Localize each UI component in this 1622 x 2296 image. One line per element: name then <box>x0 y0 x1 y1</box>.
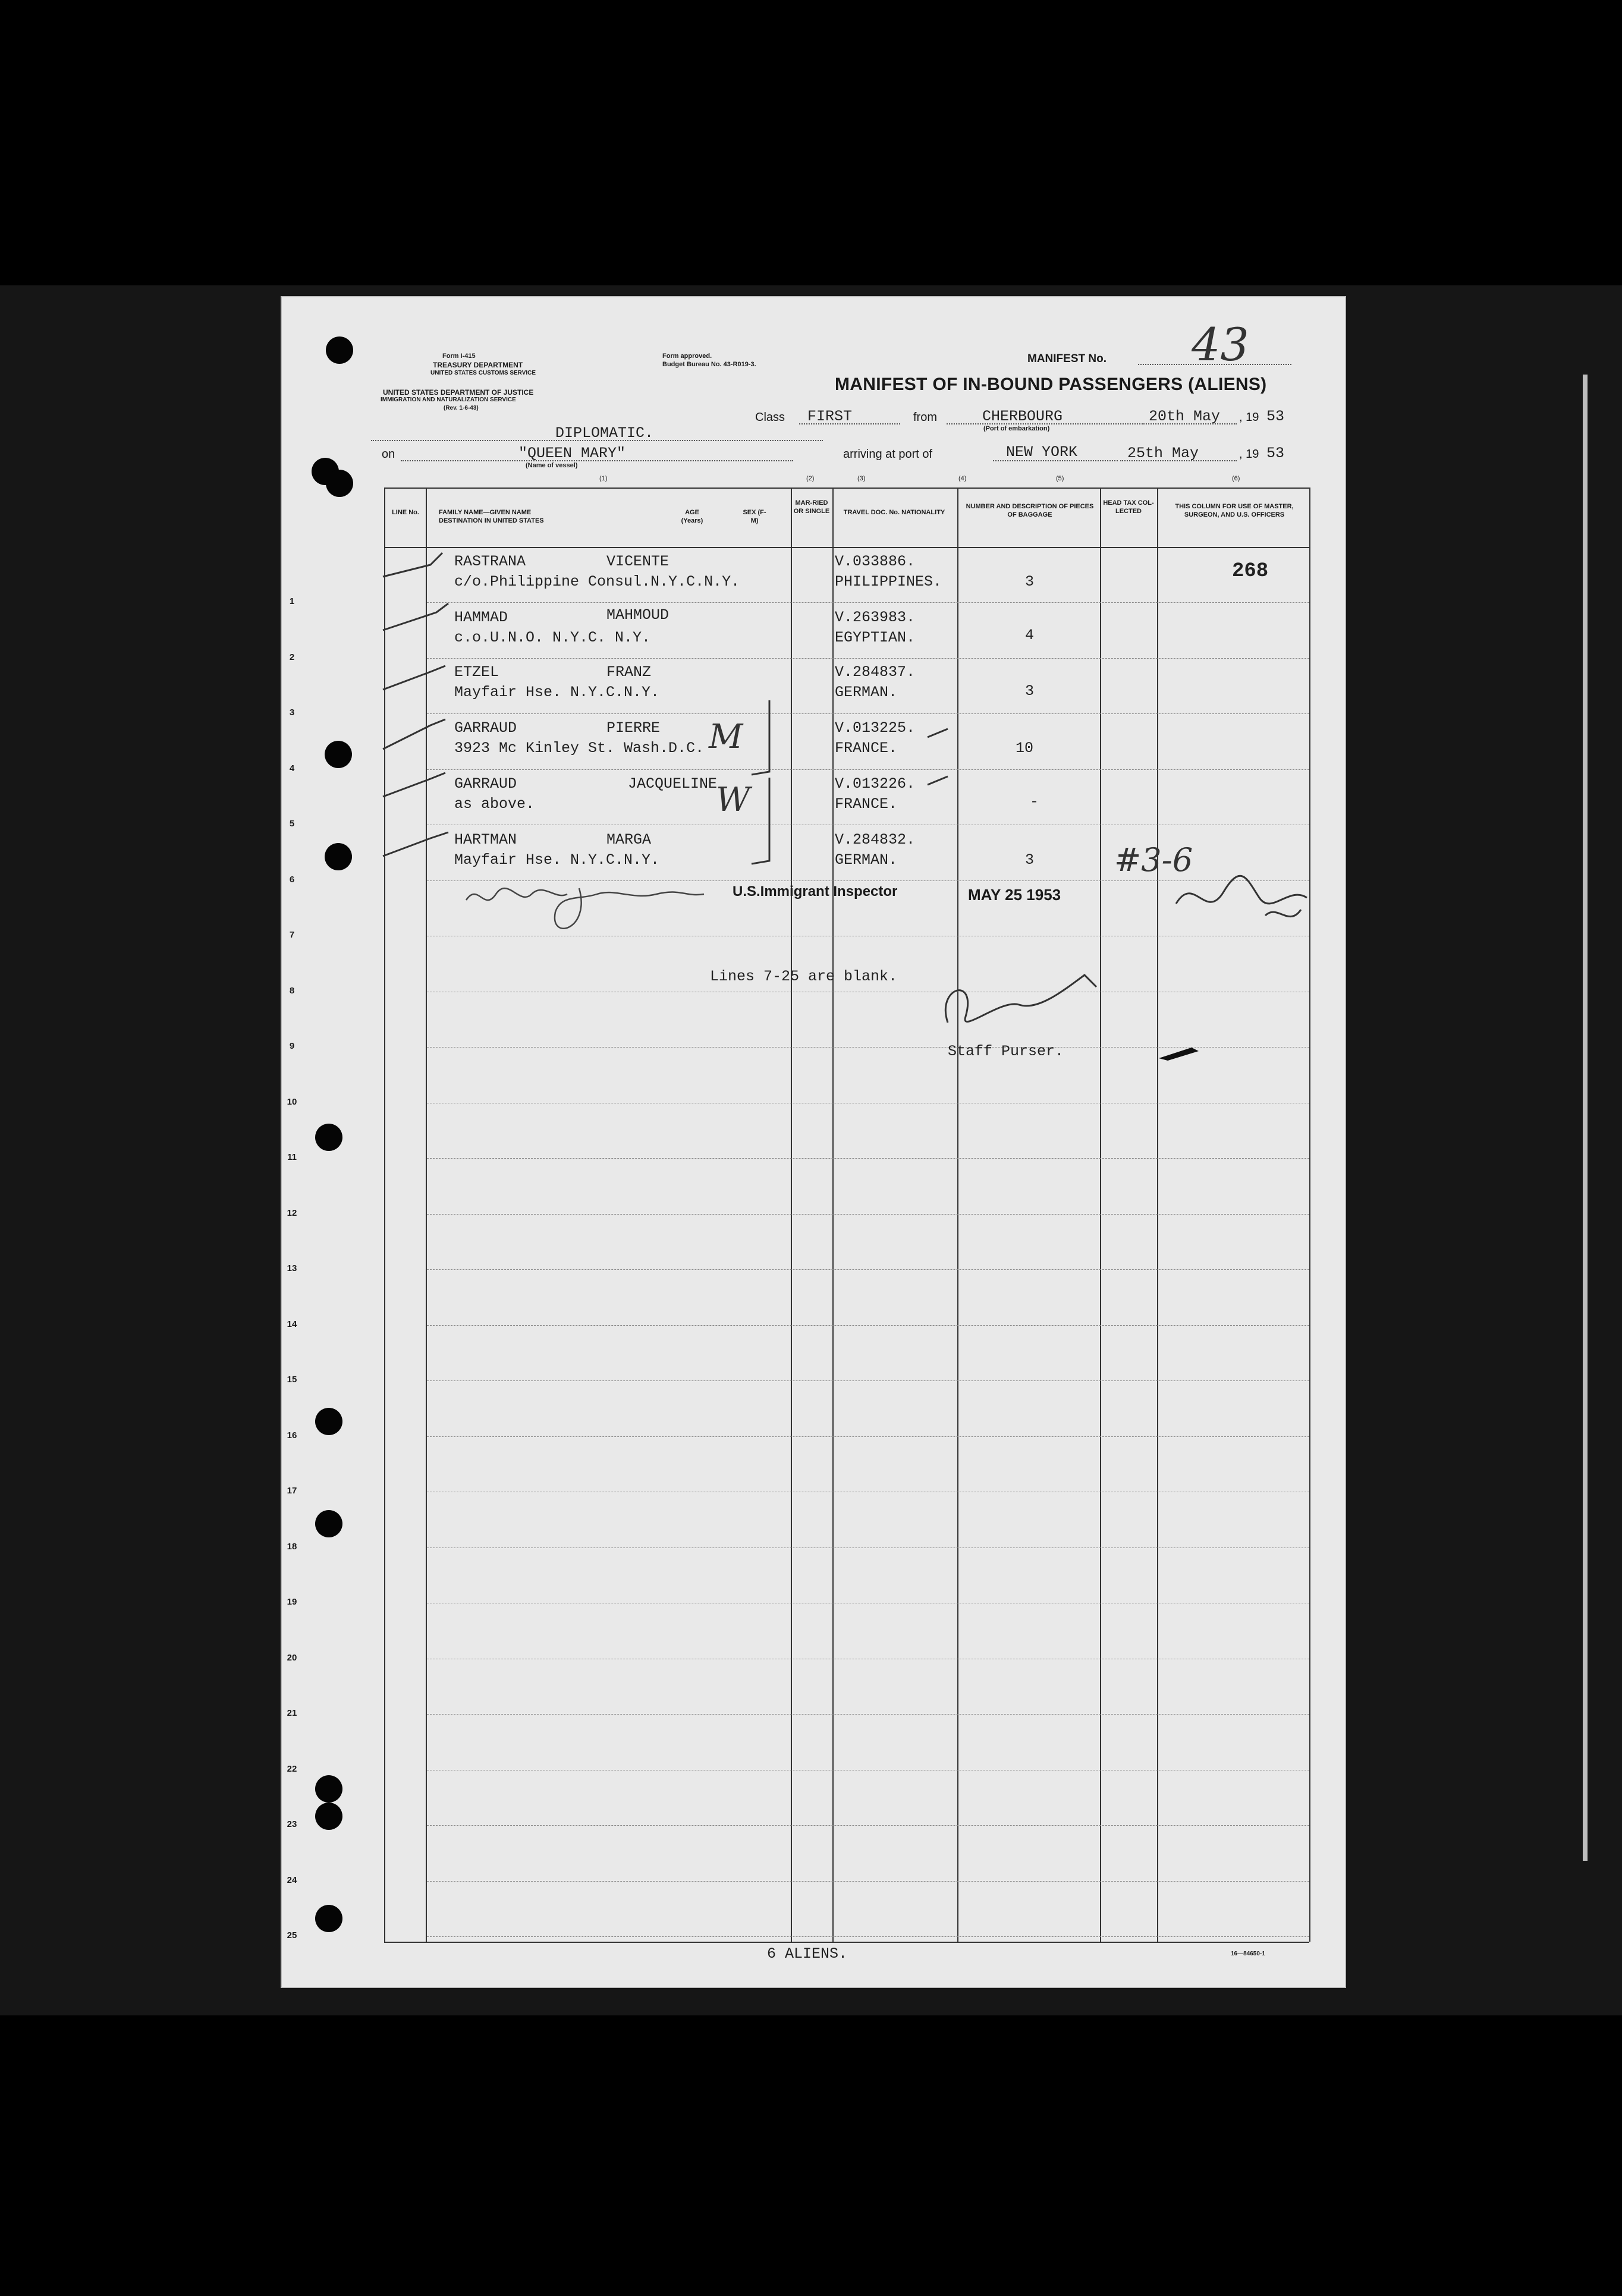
from-label: from <box>913 411 937 424</box>
row-line <box>427 1269 1309 1270</box>
manifest-label: MANIFEST No. <box>1027 353 1107 365</box>
line-number: 9 <box>289 1041 295 1051</box>
passenger-family-name: GARRAUD <box>454 719 517 737</box>
line-number: 2 <box>289 652 295 662</box>
binder-hole <box>325 741 352 768</box>
purser-signature <box>930 951 1108 1046</box>
departure-date-line <box>1142 423 1237 424</box>
passenger-given-name: PIERRE <box>606 719 661 737</box>
passenger-family-name: ETZEL <box>454 663 499 681</box>
line-number: 25 <box>287 1930 297 1940</box>
line-number: 1 <box>289 596 295 606</box>
row-line <box>427 1825 1309 1826</box>
row-line <box>427 1325 1309 1326</box>
inspector-signature <box>460 876 710 954</box>
form-approved: Form approved. <box>662 353 712 360</box>
row-line <box>427 602 1309 603</box>
row-line <box>427 769 1309 770</box>
col-num-5: (5) <box>1056 475 1064 482</box>
passenger-nationality: GERMAN. <box>835 684 898 701</box>
passenger-family-name: RASTRANA <box>454 553 526 570</box>
binder-hole <box>326 470 353 497</box>
passenger-travel-doc: V.263983. <box>835 609 916 626</box>
col-num-1: (1) <box>599 475 608 482</box>
line-number: 6 <box>289 875 295 885</box>
line-number: 15 <box>287 1375 297 1385</box>
binder-hole <box>315 1775 342 1803</box>
staff-purser-label: Staff Purser. <box>948 1043 1064 1060</box>
manifest-title: MANIFEST OF IN-BOUND PASSENGERS (ALIENS) <box>835 375 1267 394</box>
passenger-destination: c.o.U.N.O. N.Y.C. N.Y. <box>454 629 651 646</box>
row-line <box>427 1936 1309 1937</box>
manifest-number: 43 <box>1192 318 1249 371</box>
line-number: 7 <box>289 930 295 940</box>
class-label: Class <box>755 411 785 424</box>
check-mark <box>383 666 445 690</box>
headtax-col-divider <box>1157 487 1158 1942</box>
passenger-family-name: GARRAUD <box>454 775 517 792</box>
binder-hole <box>315 1803 342 1830</box>
header-baggage: NUMBER AND DESCRIPTION OF PIECES OF BAGGAGE <box>966 503 1094 518</box>
col-num-4: (4) <box>958 475 967 482</box>
row-line <box>427 713 1309 714</box>
header-head-tax: HEAD TAX COL-LECTED <box>1103 499 1154 515</box>
binder-hole <box>326 336 353 364</box>
line-number: 12 <box>287 1208 297 1218</box>
passenger-travel-doc: V.284832. <box>835 831 916 848</box>
arrival-year: 53 <box>1266 445 1285 462</box>
customs-service: UNITED STATES CUSTOMS SERVICE <box>430 370 536 376</box>
table-right-border <box>1309 487 1310 1942</box>
line-number: 5 <box>289 819 295 829</box>
doc-tick-marks <box>924 713 972 797</box>
arrival-date: 25th May <box>1127 445 1199 462</box>
line-number: 18 <box>287 1542 297 1552</box>
line-number: 24 <box>287 1875 297 1885</box>
header-age: AGE (Years) <box>681 509 703 524</box>
col-num-2: (2) <box>806 475 815 482</box>
budget-bureau: Budget Bureau No. 43-R019-3. <box>662 361 756 368</box>
line-number: 10 <box>287 1097 297 1107</box>
form-number: Form I-415 <box>442 353 476 360</box>
officer-number: 268 <box>1232 560 1269 583</box>
arrival-date-line <box>1120 460 1237 461</box>
passenger-nationality: FRANCE. <box>835 740 898 757</box>
vessel-caption: (Name of vessel) <box>526 462 578 469</box>
married-col-divider <box>832 487 834 1942</box>
passenger-given-name: MARGA <box>606 831 652 848</box>
binder-hole <box>315 1408 342 1435</box>
port-of-embarkation: CHERBOURG <box>982 408 1063 425</box>
passenger-baggage: 3 <box>1025 851 1035 869</box>
blank-lines-note: Lines 7-25 are blank. <box>710 968 898 985</box>
header-sex: SEX (F-M) <box>743 509 766 524</box>
passenger-travel-doc: V.284837. <box>835 663 916 681</box>
passenger-nationality: PHILIPPINES. <box>835 573 942 590</box>
table-top-border <box>384 487 1309 489</box>
line-number: 8 <box>289 986 295 996</box>
passenger-baggage: 4 <box>1025 627 1035 644</box>
header-officers: THIS COLUMN FOR USE OF MASTER, SURGEON, AND U.S. OFFICERS <box>1175 503 1294 518</box>
passenger-nationality: EGYPTIAN. <box>835 629 916 646</box>
married-brackets <box>746 694 793 873</box>
passenger-travel-doc: V.033886. <box>835 553 916 570</box>
category: DIPLOMATIC. <box>555 424 654 442</box>
check-mark <box>383 832 448 856</box>
binder-hole <box>315 1510 342 1537</box>
handwritten-reference: #3-6 <box>1114 841 1193 879</box>
passenger-baggage: 3 <box>1025 682 1035 700</box>
check-mark <box>383 773 445 797</box>
passenger-travel-doc: V.013225. <box>835 719 916 737</box>
col-num-6: (6) <box>1232 475 1240 482</box>
inspection-stamp-date: MAY 25 1953 <box>968 886 1061 904</box>
class-value: FIRST <box>807 408 853 425</box>
on-label: on <box>382 448 395 461</box>
binder-hole <box>315 1124 342 1151</box>
line-number: 4 <box>289 763 295 773</box>
line-number: 22 <box>287 1764 297 1774</box>
ink-smudge <box>1156 1040 1203 1064</box>
check-marks <box>371 547 537 892</box>
passenger-travel-doc: V.013226. <box>835 775 916 792</box>
inspector-label: U.S.Immigrant Inspector <box>733 883 898 899</box>
officer-signature <box>1170 862 1319 933</box>
revision-date: (Rev. 1-6-43) <box>444 405 479 411</box>
header-line-no: LINE No. <box>392 509 419 516</box>
line-number: 20 <box>287 1653 297 1663</box>
married-mark-m: M <box>709 718 743 756</box>
year-prefix-2: , 19 <box>1239 448 1259 461</box>
department-of-justice: UNITED STATES DEPARTMENT OF JUSTICE <box>383 388 534 397</box>
passenger-baggage: 10 <box>1016 740 1034 757</box>
row-line <box>427 658 1309 659</box>
passenger-nationality: FRANCE. <box>835 795 898 813</box>
line-number: 17 <box>287 1486 297 1496</box>
total-aliens: 6 ALIENS. <box>767 1945 848 1962</box>
header-name: FAMILY NAME—GIVEN NAME DESTINATION IN UNITED STATES <box>439 509 544 524</box>
passenger-nationality: GERMAN. <box>835 851 898 869</box>
footer-form-number: 16—84650-1 <box>1231 1951 1265 1957</box>
passenger-family-name: HARTMAN <box>454 831 517 848</box>
check-mark <box>383 719 445 749</box>
header-married: MAR-RIED OR SINGLE <box>793 499 830 515</box>
passenger-baggage: 3 <box>1025 573 1035 590</box>
ins-service: IMMIGRATION AND NATURALIZATION SERVICE <box>381 397 516 403</box>
passenger-given-name: VICENTE <box>606 553 669 570</box>
passenger-given-name: FRANZ <box>606 663 652 681</box>
passenger-destination: Mayfair Hse. N.Y.C.N.Y. <box>454 684 660 701</box>
col-num-3: (3) <box>857 475 866 482</box>
departure-year: 53 <box>1266 408 1285 425</box>
baggage-col-divider <box>1100 487 1101 1942</box>
manifest-page <box>282 297 1345 1987</box>
treasury-department: TREASURY DEPARTMENT <box>433 361 523 369</box>
passenger-destination: 3923 Mc Kinley St. Wash.D.C. <box>454 740 705 757</box>
row-line <box>427 1436 1309 1437</box>
line-number: 13 <box>287 1263 297 1273</box>
passenger-destination: c/o.Philippine Consul.N.Y.C.N.Y. <box>454 573 740 590</box>
arriving-label: arriving at port of <box>843 448 933 461</box>
line-number: 16 <box>287 1430 297 1440</box>
vessel-name: "QUEEN MARY" <box>518 445 626 462</box>
scan-edge <box>1583 375 1588 1861</box>
line-number: 21 <box>287 1708 297 1718</box>
row-line <box>427 1214 1309 1215</box>
passenger-destination: Mayfair Hse. N.Y.C.N.Y. <box>454 851 660 869</box>
line-number: 3 <box>289 707 295 718</box>
passenger-family-name: HAMMAD <box>454 609 508 626</box>
port-caption: (Port of embarkation) <box>983 425 1050 432</box>
married-mark-w: W <box>716 781 750 819</box>
line-number: 14 <box>287 1319 297 1329</box>
row-line <box>427 1881 1309 1882</box>
passenger-baggage: - <box>1030 793 1039 810</box>
departure-date: 20th May <box>1149 408 1221 425</box>
passenger-given-name: JACQUELINE <box>628 775 718 792</box>
binder-hole <box>325 843 352 870</box>
travel-col-divider <box>957 487 958 1942</box>
check-mark <box>383 603 448 630</box>
header-travel: TRAVEL DOC. No. NATIONALITY <box>843 509 945 516</box>
row-line <box>427 1158 1309 1159</box>
arrival-port: NEW YORK <box>1006 444 1078 461</box>
line-number: 23 <box>287 1819 297 1829</box>
check-mark <box>383 553 442 577</box>
passenger-given-name: MAHMOUD <box>606 606 669 624</box>
row-line <box>427 1714 1309 1715</box>
passenger-destination: as above. <box>454 795 535 813</box>
table-bottom-border <box>384 1942 1309 1943</box>
line-number: 11 <box>287 1152 297 1162</box>
binder-hole <box>315 1905 342 1932</box>
line-number: 19 <box>287 1597 297 1607</box>
year-prefix-1: , 19 <box>1239 411 1259 424</box>
row-line <box>427 1380 1309 1381</box>
